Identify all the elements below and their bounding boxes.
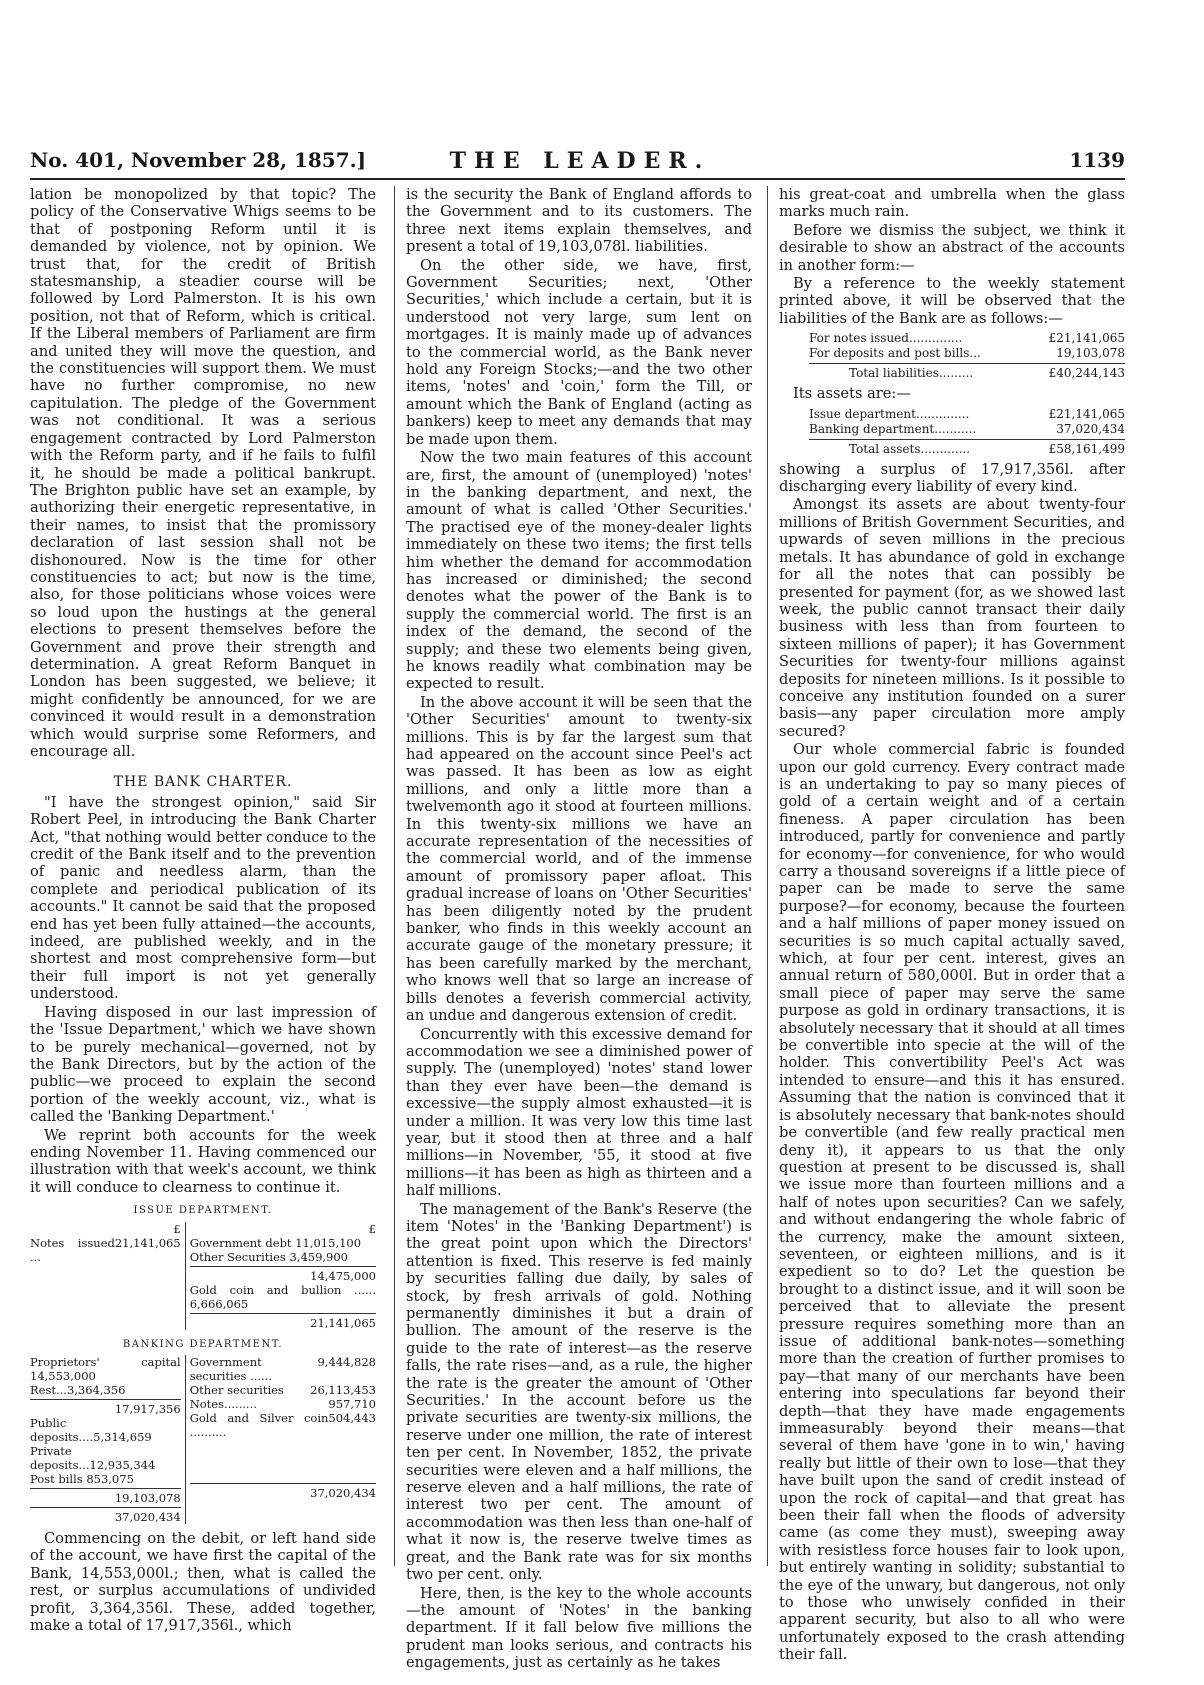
- paragraph: Amongst its assets are about twenty-four millions of British Government Securities, and upwards of seven millions in the precious metals. It has abundance of gold in exchange for all the notes that can possibly be presented for payment (for, as we showed last week, the public cannot transact their daily business with less than from fourteen to sixteen millions of paper); it has Government Securities for twenty-four millions against deposits for nineteen millions. Is it possible to conceive any institution founded on a surer basis—any paper circulation more amply secured?: [779, 496, 1125, 740]
- banking-department-title: BANKING DEPARTMENT.: [122, 1338, 284, 1350]
- total-liabilities-label: Total liabilities.........: [849, 366, 974, 381]
- column-divider: [394, 186, 395, 1566]
- issue-date: No. 401, November 28, 1857.]: [30, 148, 367, 172]
- capital-subtotal: 17,917,356: [114, 1401, 181, 1416]
- paragraph: We reprint both accounts for the week ending November 11. Having commenced our illustration with that week's account, we think it will conduce to clearness to continue it.: [30, 1126, 376, 1196]
- liability-label: For deposits and post bills...: [809, 346, 981, 361]
- paragraph: "I have the strongest opinion," said Sir Robert Peel, in introducing the Bank Charter Act, "that nothing would better conduce to the credit of the Bank itself and to the prevention of panic and needless alarm, than the complete and periodical publication of its accounts." It cannot be said that the proposed end has yet been fully attained—the accounts, indeed, are published weekly, and in the shortest and most comprehensive form—but their full import is not yet generally understood.: [30, 793, 376, 1003]
- rest: Rest...3,364,356: [30, 1382, 126, 1397]
- proprietors-capital: Proprietors' capital 14,553,000: [30, 1354, 181, 1383]
- gold-silver-value: 504,443: [328, 1410, 376, 1425]
- issue-department-table: [30, 1222, 376, 1330]
- gold-bullion: Gold coin and bullion ...... 6,666,065: [189, 1282, 376, 1311]
- deposits-subtotal: 19,103,078: [114, 1490, 181, 1505]
- article-heading: THE BANK CHARTER.: [113, 774, 293, 791]
- gov-securities-label: Government securities ......: [189, 1354, 273, 1383]
- issue-department-title: ISSUE DEPARTMENT.: [133, 1205, 273, 1217]
- banking-department-table: [30, 1355, 376, 1524]
- paragraph: Concurrently with this excessive demand for accommodation we see a diminished power of supply. The (unemployed) 'notes' stand lower than they ever have been—the demand is excessive—the supply almost exhausted—it is under a million. It was very low this time last year, but it stood then at three and a half millions—in November, '55, it stood at five millions—it has been as high as thirteen and a half millions.: [406, 1025, 752, 1200]
- banking-total-left: 37,020,434: [114, 1509, 181, 1524]
- public-deposits: Public deposits....5,314,659: [30, 1415, 152, 1444]
- publication-title: THE LEADER.: [449, 148, 711, 174]
- paragraph: On the other side, we have, first, Government Securities; next, 'Other Securities,' which include a certain, but it is understood not very large, sum lent on mortgages. It is mainly made up of advances to the commercial world, as the Bank never hold any Foreign Stocks;—and the two other items, 'notes' and 'coin,' form the Till, or amount which the Bank of England (acting as bankers) keep to meet any demands that may be made upon them.: [406, 256, 752, 448]
- securities-subtotal: 14,475,000: [310, 1268, 376, 1283]
- paragraph: Having disposed in our last impression of the 'Issue Department,' which we have shown to be purely mechanical—governed, not by the Bank Directors, but by the action of the public—we proceed to explain the second portion of the weekly account, viz., what is called the 'Banking Department.': [30, 1003, 376, 1126]
- paragraph: The management of the Bank's Reserve (the item 'Notes' in the 'Banking Department') is the great point upon which the Directors' attention is fixed. This reserve is fed mainly by securities falling due daily, by sales of stock, by fresh arrivals of gold. Nothing permanently diminishes it but a drain of bullion. The amount of the reserve is the guide to the rate of interest—as the reserve falls, the rate rises—and, as a rule, the higher the rate is the greater the amount of 'Other Securities.' In the account before us the private securities are twenty-six millions, the reserve under one million, the rate of interest ten per cent. In November, 1852, the private securities were eleven and a half millions, the reserve eleven and a half millions, the rate of interest two per cent. The amount of accommodation was then less than one-half of what it now is, the reserve twelve times as great, and the Bank rate was for six months two per cent. only.: [406, 1200, 752, 1584]
- paragraph: is the security the Bank of England affords to the Government and to its customers. The three next items explain themselves, and present a total of 19,103,078l. liabilities.: [406, 186, 752, 256]
- asset-label: Banking department...........: [809, 421, 977, 436]
- asset-label: Issue department..............: [809, 406, 970, 421]
- banking-total-right: 37,020,434: [310, 1485, 376, 1500]
- total-assets-label: Total assets.............: [849, 441, 971, 456]
- paragraph: lation be monopolized by that topic? The policy of the Conservative Whigs seems to be that of postponing Reform until it is demanded by violence, not by opinion. We trust that, for the credit of British statesmanship, a steadier course will be followed by Lord Palmerston. It is his own position, not that of Reform, which is critical. If the Liberal members of Parliament are firm and united they will move the question, and the constituencies will support them. We must have no further compromise, no new capitulation. The pledge of the Government was not conditional. It was a serious engagement contracted by Lord Palmerston with the Reform party, and if he fails to fulfil it, he should be made a political bankrupt. The Brighton public have set an example, by authorizing their energetic representative, in their names, to insist that the promissory declaration of last session shall not be dishonoured. Now is the time for other constituencies to act; but now is the time, also, for those politicians whose voices were so loud upon the hustings at the general elections to present themselves before the Government and prove their strength and determination. A great Reform Banquet in London has been suggested, we believe; it might confidently be announced, for we are convinced it would result in a demonstration which would surprise some Reformers, and encourage all.: [30, 186, 376, 760]
- liability-value: 19,103,078: [1056, 346, 1125, 361]
- liability-label: For notes issued..............: [809, 331, 963, 346]
- paragraph: By a reference to the weekly statement printed above, it will be observed that the liabilities of the Bank are as follows:—: [779, 275, 1125, 327]
- paragraph: Its assets are:—: [793, 385, 911, 403]
- liabilities-table: [809, 331, 1125, 381]
- currency-symbol: £: [173, 1221, 181, 1236]
- header-rule: [30, 178, 1125, 180]
- assets-table: [809, 407, 1125, 457]
- post-bills: Post bills 853,075: [30, 1471, 134, 1486]
- gold-silver-label: Gold and Silver coin ..........: [189, 1410, 329, 1439]
- other-securities-label: Other securities: [189, 1382, 284, 1397]
- total-assets-value: £58,161,499: [1048, 441, 1125, 456]
- column-3: [779, 186, 1125, 1664]
- issue-total: 21,141,065: [310, 1315, 376, 1330]
- gov-securities-value: 9,444,828: [317, 1354, 376, 1369]
- paragraph: Before we dismiss the subject, we think it desirable to show an abstract of the accounts in another form:—: [779, 221, 1125, 274]
- paragraph: his great-coat and umbrella when the glass marks much rain.: [779, 186, 1125, 221]
- other-securities: Other Securities 3,459,900: [189, 1249, 348, 1264]
- page-header: [30, 148, 1125, 180]
- currency-symbol: £: [368, 1221, 376, 1236]
- notes-issued-value: 21,141,065: [114, 1235, 181, 1250]
- column-2: [406, 186, 752, 1672]
- paragraph: Now the two main features of this account are, first, the amount of (unemployed) 'notes' in the banking department, and next, the amount of what is called 'Other Securities.' The practised eye of the money-dealer lights immediately on these two items; the first tells him whether the demand for accommodation has increased or diminished; the second denotes what the power of the Bank is to supply the commercial world. The first is an index of the demand, the second of the supply; and these two elements being given, he knows readily what combination may be expected to result.: [406, 449, 752, 693]
- paragraph: Our whole commercial fabric is founded upon our gold currency. Every contract made is an undertaking to pay so many pieces of gold of a certain weight and of a certain fineness. A paper circulation has been introduced, partly for convenience and partly for economy—for convenience, for who would carry a thousand sovereigns if a little piece of paper can be made to serve the same purpose?—for economy, because the fourteen and a half millions of paper money issued on securities is so much capital actually saved, which, at four per cent. interest, gives an annual return of 580,000l. But in order that a small piece of paper may serve the same purpose as gold in ordinary transactions, it is absolutely necessary that it should at all times be convertible into specie at the will of the holder. This convertibility Peel's Act was intended to ensure—and this it has ensured. Assuming that the nation is convinced that it is absolutely necessary that bank-notes should be convertible (and few really practical men deny it), it appears to us that the only question at present to be discussed is, shall we issue more than fourteen millions and a half of notes upon securities? Can we safely, and without endangering the whole fabric of the currency, make the amount sixteen, seventeen, or eighteen millions, and is it expedient so to do? Let the question be brought to a distinct issue, and it will soon be perceived that to alleviate the present pressure requires something more than an issue of additional bank-notes—something more than the creation of further promises to pay—that many of our merchants have been entering into speculations far beyond their depth—that they have made engagements immeasurably beyond their means—that several of them have 'gone in to win,' having really but little of their own to lose—that they have built upon the sand of credit instead of upon the rock of capital—and that great has been their fall when the floods of adversity came (as come they must), sweeping away with resistless force houses fair to look upon, but entirely wanting in solidity; substantial to the eye of the unwary, but dangerous, not only to those who unwisely confided in their apparent security, but also to all who were unfortunately exposed to the crash attending their fall.: [779, 741, 1125, 1664]
- notes-label: Notes.........: [189, 1396, 257, 1411]
- liability-value: £21,141,065: [1048, 331, 1125, 346]
- other-securities-value: 26,113,453: [310, 1382, 376, 1397]
- asset-value: 37,020,434: [1056, 421, 1125, 436]
- notes-value: 957,710: [328, 1396, 376, 1411]
- paragraph: In the above account it will be seen that the 'Other Securities' amount to twenty-six millions. This is by far the largest sum that had appeared on the account since Peel's act was passed. It has been as low as eight millions, and only a little more than a twelvemonth ago it stood at fourteen millions. In this twenty-six millions we have an accurate representation of the necessities of the commercial world, and of the immense amount of promissory paper afloat. This gradual increase of loans on 'Other Securities' has been diligently noted by the prudent banker, who finds in this weekly account an accurate gauge of the monetary pressure; it has been carefully marked by the merchant, who knows well that so large an increase of bills denotes a feverish commercial activity, an undue and dangerous extension of credit.: [406, 693, 752, 1025]
- paragraph: Commencing on the debit, or left hand side of the account, we have first the capital of the Bank, 14,553,000l.; then, what is called the rest, or surplus accumulations of undivided profit, 3,364,356l. These, added together, make a total of 17,917,356l., which: [30, 1529, 376, 1634]
- column-1: [30, 186, 376, 1634]
- government-debt: Government debt 11,015,100: [189, 1235, 362, 1250]
- column-divider: [767, 186, 768, 1566]
- paragraph: Here, then, is the key to the whole accounts—the amount of 'Notes' in the banking department. If it fall below five millions the prudent man looks serious, and contracts his engagements, just as certainly as he takes: [406, 1584, 752, 1672]
- page-number: 1139: [1069, 148, 1125, 172]
- private-deposits: Private deposits...12,935,344: [30, 1443, 156, 1472]
- total-liabilities-value: £40,244,143: [1048, 366, 1125, 381]
- asset-value: £21,141,065: [1048, 406, 1125, 421]
- notes-issued-label: Notes issued ...: [30, 1235, 115, 1264]
- paragraph: showing a surplus of 17,917,356l. after discharging every liability of every kind.: [779, 460, 1125, 496]
